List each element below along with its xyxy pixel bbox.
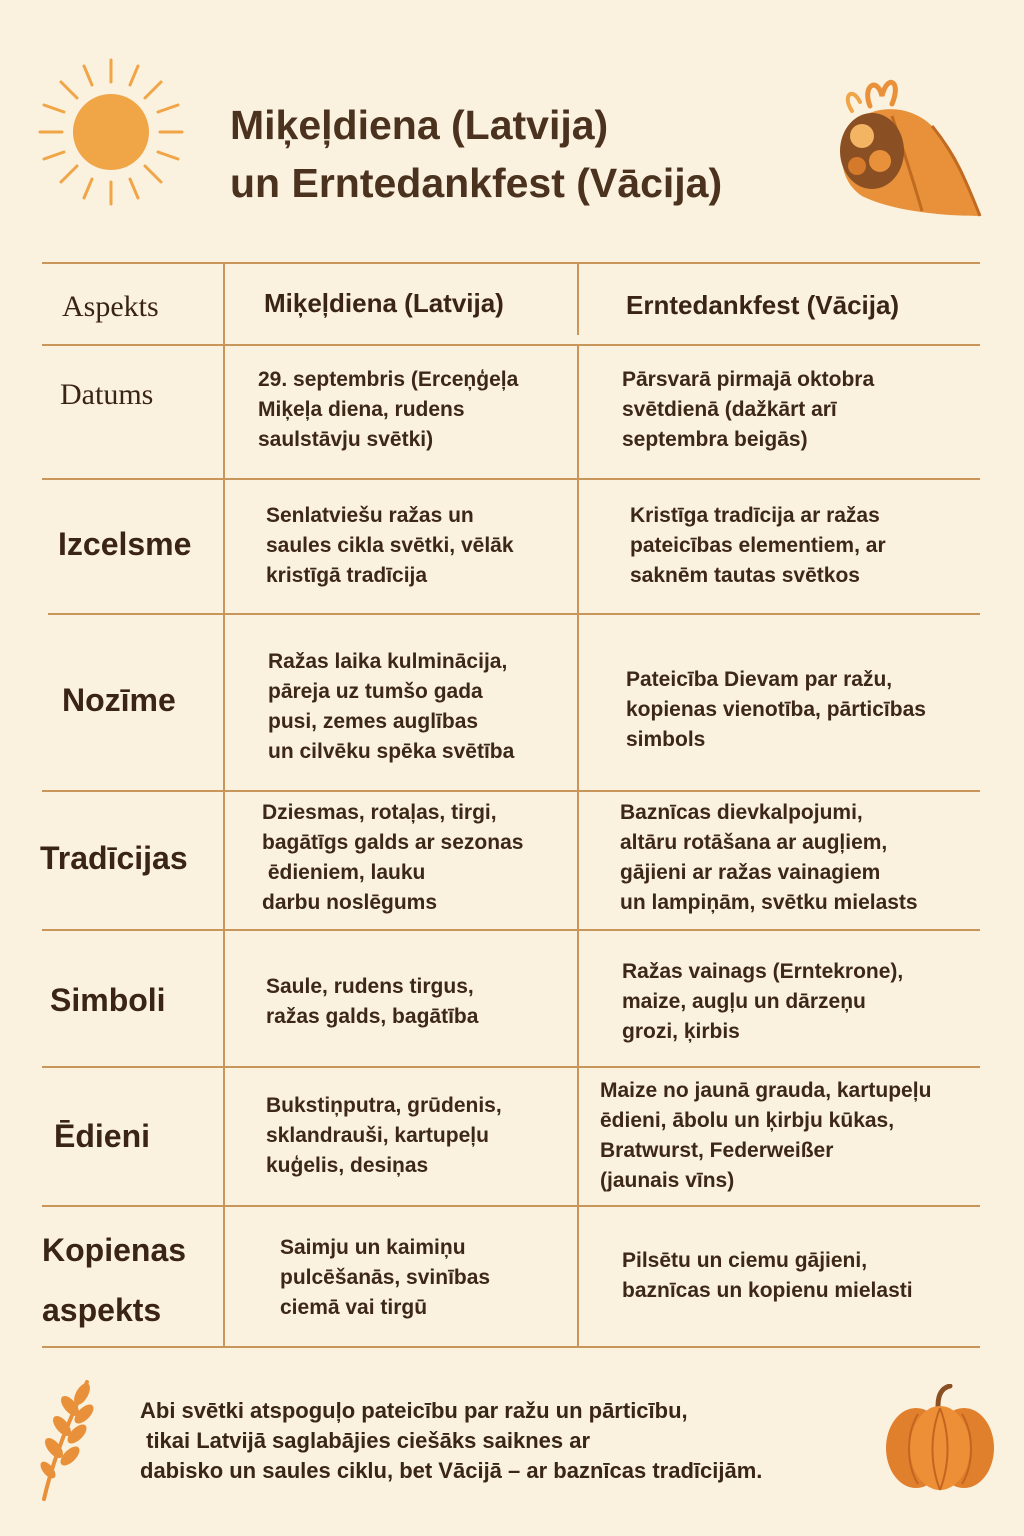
cornucopia-icon bbox=[822, 66, 982, 226]
cell-line: Kristīga tradīcija ar ražas bbox=[630, 504, 880, 527]
cell-line: un cilvēku spēka svētība bbox=[268, 740, 515, 763]
sun-icon bbox=[36, 52, 186, 212]
footer-line: dabisko un saules ciklu, bet Vācijā – ar baznīcas tradīcijām. bbox=[140, 1458, 763, 1483]
aspect-line: Datums bbox=[60, 378, 154, 411]
row-aspect-edieni bbox=[54, 1118, 150, 1155]
cell-line: kopienas vienotība, pārticības bbox=[626, 698, 926, 721]
table-column-divider bbox=[223, 263, 225, 1347]
pumpkin-icon bbox=[880, 1384, 1000, 1494]
cell-germany-nozime bbox=[626, 665, 926, 755]
title-line-1: Miķeļdiena (Latvija) bbox=[230, 102, 609, 148]
cell-line: (jaunais vīns) bbox=[600, 1169, 735, 1192]
cell-line: Ražas vainags (Erntekrone), bbox=[622, 960, 904, 983]
table-rule bbox=[42, 478, 980, 480]
cell-line: maize, augļu un dārzeņu bbox=[622, 990, 866, 1013]
aspect-line: Simboli bbox=[50, 982, 166, 1018]
cell-line: simbols bbox=[626, 728, 706, 751]
header-aspect: Aspekts bbox=[62, 290, 159, 323]
cell-latvia-simboli bbox=[266, 972, 478, 1032]
cell-line: saules cikla svētki, vēlāk bbox=[266, 534, 514, 557]
cell-line: Bukstiņputra, grūdenis, bbox=[266, 1094, 502, 1117]
cell-latvia-nozime bbox=[268, 647, 514, 767]
footer-summary bbox=[140, 1396, 762, 1486]
cell-line: altāru rotāšana ar augļiem, bbox=[620, 831, 888, 854]
table-rule bbox=[42, 344, 980, 346]
table-column-divider bbox=[577, 345, 579, 1347]
cell-line: Ražas laika kulminācija, bbox=[268, 650, 508, 673]
cell-line: gājieni ar ražas vainagiem bbox=[620, 861, 881, 884]
table-column-divider bbox=[577, 263, 579, 335]
cell-line: bagātīgs galds ar sezonas bbox=[262, 831, 524, 854]
cell-latvia-datums bbox=[258, 365, 518, 455]
cell-line: saulstāvju svētki) bbox=[258, 428, 434, 451]
cell-line: grozi, ķirbis bbox=[622, 1020, 740, 1043]
cell-latvia-kopienas bbox=[280, 1233, 490, 1323]
table-rule bbox=[42, 1346, 980, 1348]
header-latvia: Miķeļdiena (Latvija) bbox=[264, 288, 504, 318]
table-rule bbox=[48, 613, 980, 615]
cell-line: saknēm tautas svētkos bbox=[630, 564, 860, 587]
aspect-line: Izcelsme bbox=[58, 526, 192, 562]
cell-germany-kopienas bbox=[622, 1246, 913, 1306]
cell-line: kristīgā tradīcija bbox=[266, 564, 428, 587]
cell-line: sklandrauši, kartupeļu bbox=[266, 1124, 489, 1147]
cell-line: ciemā vai tirgū bbox=[280, 1296, 428, 1319]
cell-line: ražas galds, bagātība bbox=[266, 1005, 479, 1028]
cell-line: Dziesmas, rotaļas, tirgi, bbox=[262, 801, 497, 824]
cell-line: Pārsvarā pirmajā oktobra bbox=[622, 368, 875, 391]
aspect-line: Ēdieni bbox=[54, 1118, 151, 1154]
table-rule bbox=[42, 790, 980, 792]
row-aspect-datums bbox=[60, 378, 153, 412]
cell-line: Pilsētu un ciemu gājieni, bbox=[622, 1249, 868, 1272]
cell-line: Maize no jaunā grauda, kartupeļu bbox=[600, 1079, 932, 1102]
footer-line: Abi svētki atspoguļo pateicību par ražu un pārticību, bbox=[140, 1398, 688, 1423]
row-aspect-simboli bbox=[50, 982, 166, 1019]
row-aspect-kopienas bbox=[42, 1220, 186, 1340]
row-aspect-tradicijas bbox=[40, 840, 188, 877]
row-aspect-izcelsme bbox=[58, 526, 191, 563]
table-rule bbox=[42, 1066, 980, 1068]
cell-line: Bratwurst, Federweißer bbox=[600, 1139, 834, 1162]
cell-germany-edieni bbox=[600, 1076, 931, 1196]
cell-line: Saule, rudens tirgus, bbox=[266, 975, 474, 998]
aspect-line: Tradīcijas bbox=[40, 840, 188, 876]
cell-line: pusi, zemes auglības bbox=[268, 710, 479, 733]
cell-line: darbu noslēgums bbox=[262, 891, 438, 914]
cell-line: 29. septembris (Erceņģeļa bbox=[258, 368, 519, 391]
row-aspect-nozime bbox=[62, 682, 176, 719]
cell-line: baznīcas un kopienu mielasti bbox=[622, 1279, 913, 1302]
cell-germany-datums bbox=[622, 365, 874, 455]
cell-line: Baznīcas dievkalpojumi, bbox=[620, 801, 863, 824]
cell-line: ēdieniem, lauku bbox=[262, 861, 426, 884]
cell-line: septembra beigās) bbox=[622, 428, 808, 451]
cell-line: pateicības elementiem, ar bbox=[630, 534, 886, 557]
cell-line: Miķeļa diena, rudens bbox=[258, 398, 465, 421]
cell-germany-tradicijas bbox=[620, 798, 918, 918]
cell-line: Pateicība Dievam par ražu, bbox=[626, 668, 893, 691]
wheat-icon bbox=[32, 1374, 102, 1504]
cell-germany-simboli bbox=[622, 957, 903, 1047]
cell-line: ēdieni, ābolu un ķirbju kūkas, bbox=[600, 1109, 895, 1132]
table-rule bbox=[42, 1205, 980, 1207]
cell-line: Senlatviešu ražas un bbox=[266, 504, 474, 527]
title-line-2: un Erntedankfest (Vācija) bbox=[230, 160, 723, 206]
footer-line: tikai Latvijā saglabājies ciešāks saiknes ar bbox=[140, 1428, 591, 1453]
aspect-line: Kopienas bbox=[42, 1232, 187, 1268]
page-title bbox=[230, 96, 722, 212]
cell-line: pulcēšanās, svinības bbox=[280, 1266, 491, 1289]
header-germany: Erntedankfest (Vācija) bbox=[626, 290, 900, 320]
cell-line: un lampiņām, svētku mielasts bbox=[620, 891, 918, 914]
cell-latvia-izcelsme bbox=[266, 501, 514, 591]
cell-line: pāreja uz tumšo gada bbox=[268, 680, 483, 703]
cell-germany-izcelsme bbox=[630, 501, 886, 591]
cell-latvia-edieni bbox=[266, 1091, 502, 1181]
aspect-line: aspekts bbox=[42, 1292, 162, 1328]
cell-line: kuģelis, desiņas bbox=[266, 1154, 429, 1177]
aspect-line: Nozīme bbox=[62, 682, 176, 718]
cell-line: Saimju un kaimiņu bbox=[280, 1236, 466, 1259]
table-rule bbox=[42, 929, 980, 931]
cell-line: svētdienā (dažkārt arī bbox=[622, 398, 837, 421]
table-rule bbox=[42, 262, 980, 264]
cell-latvia-tradicijas bbox=[262, 798, 523, 918]
